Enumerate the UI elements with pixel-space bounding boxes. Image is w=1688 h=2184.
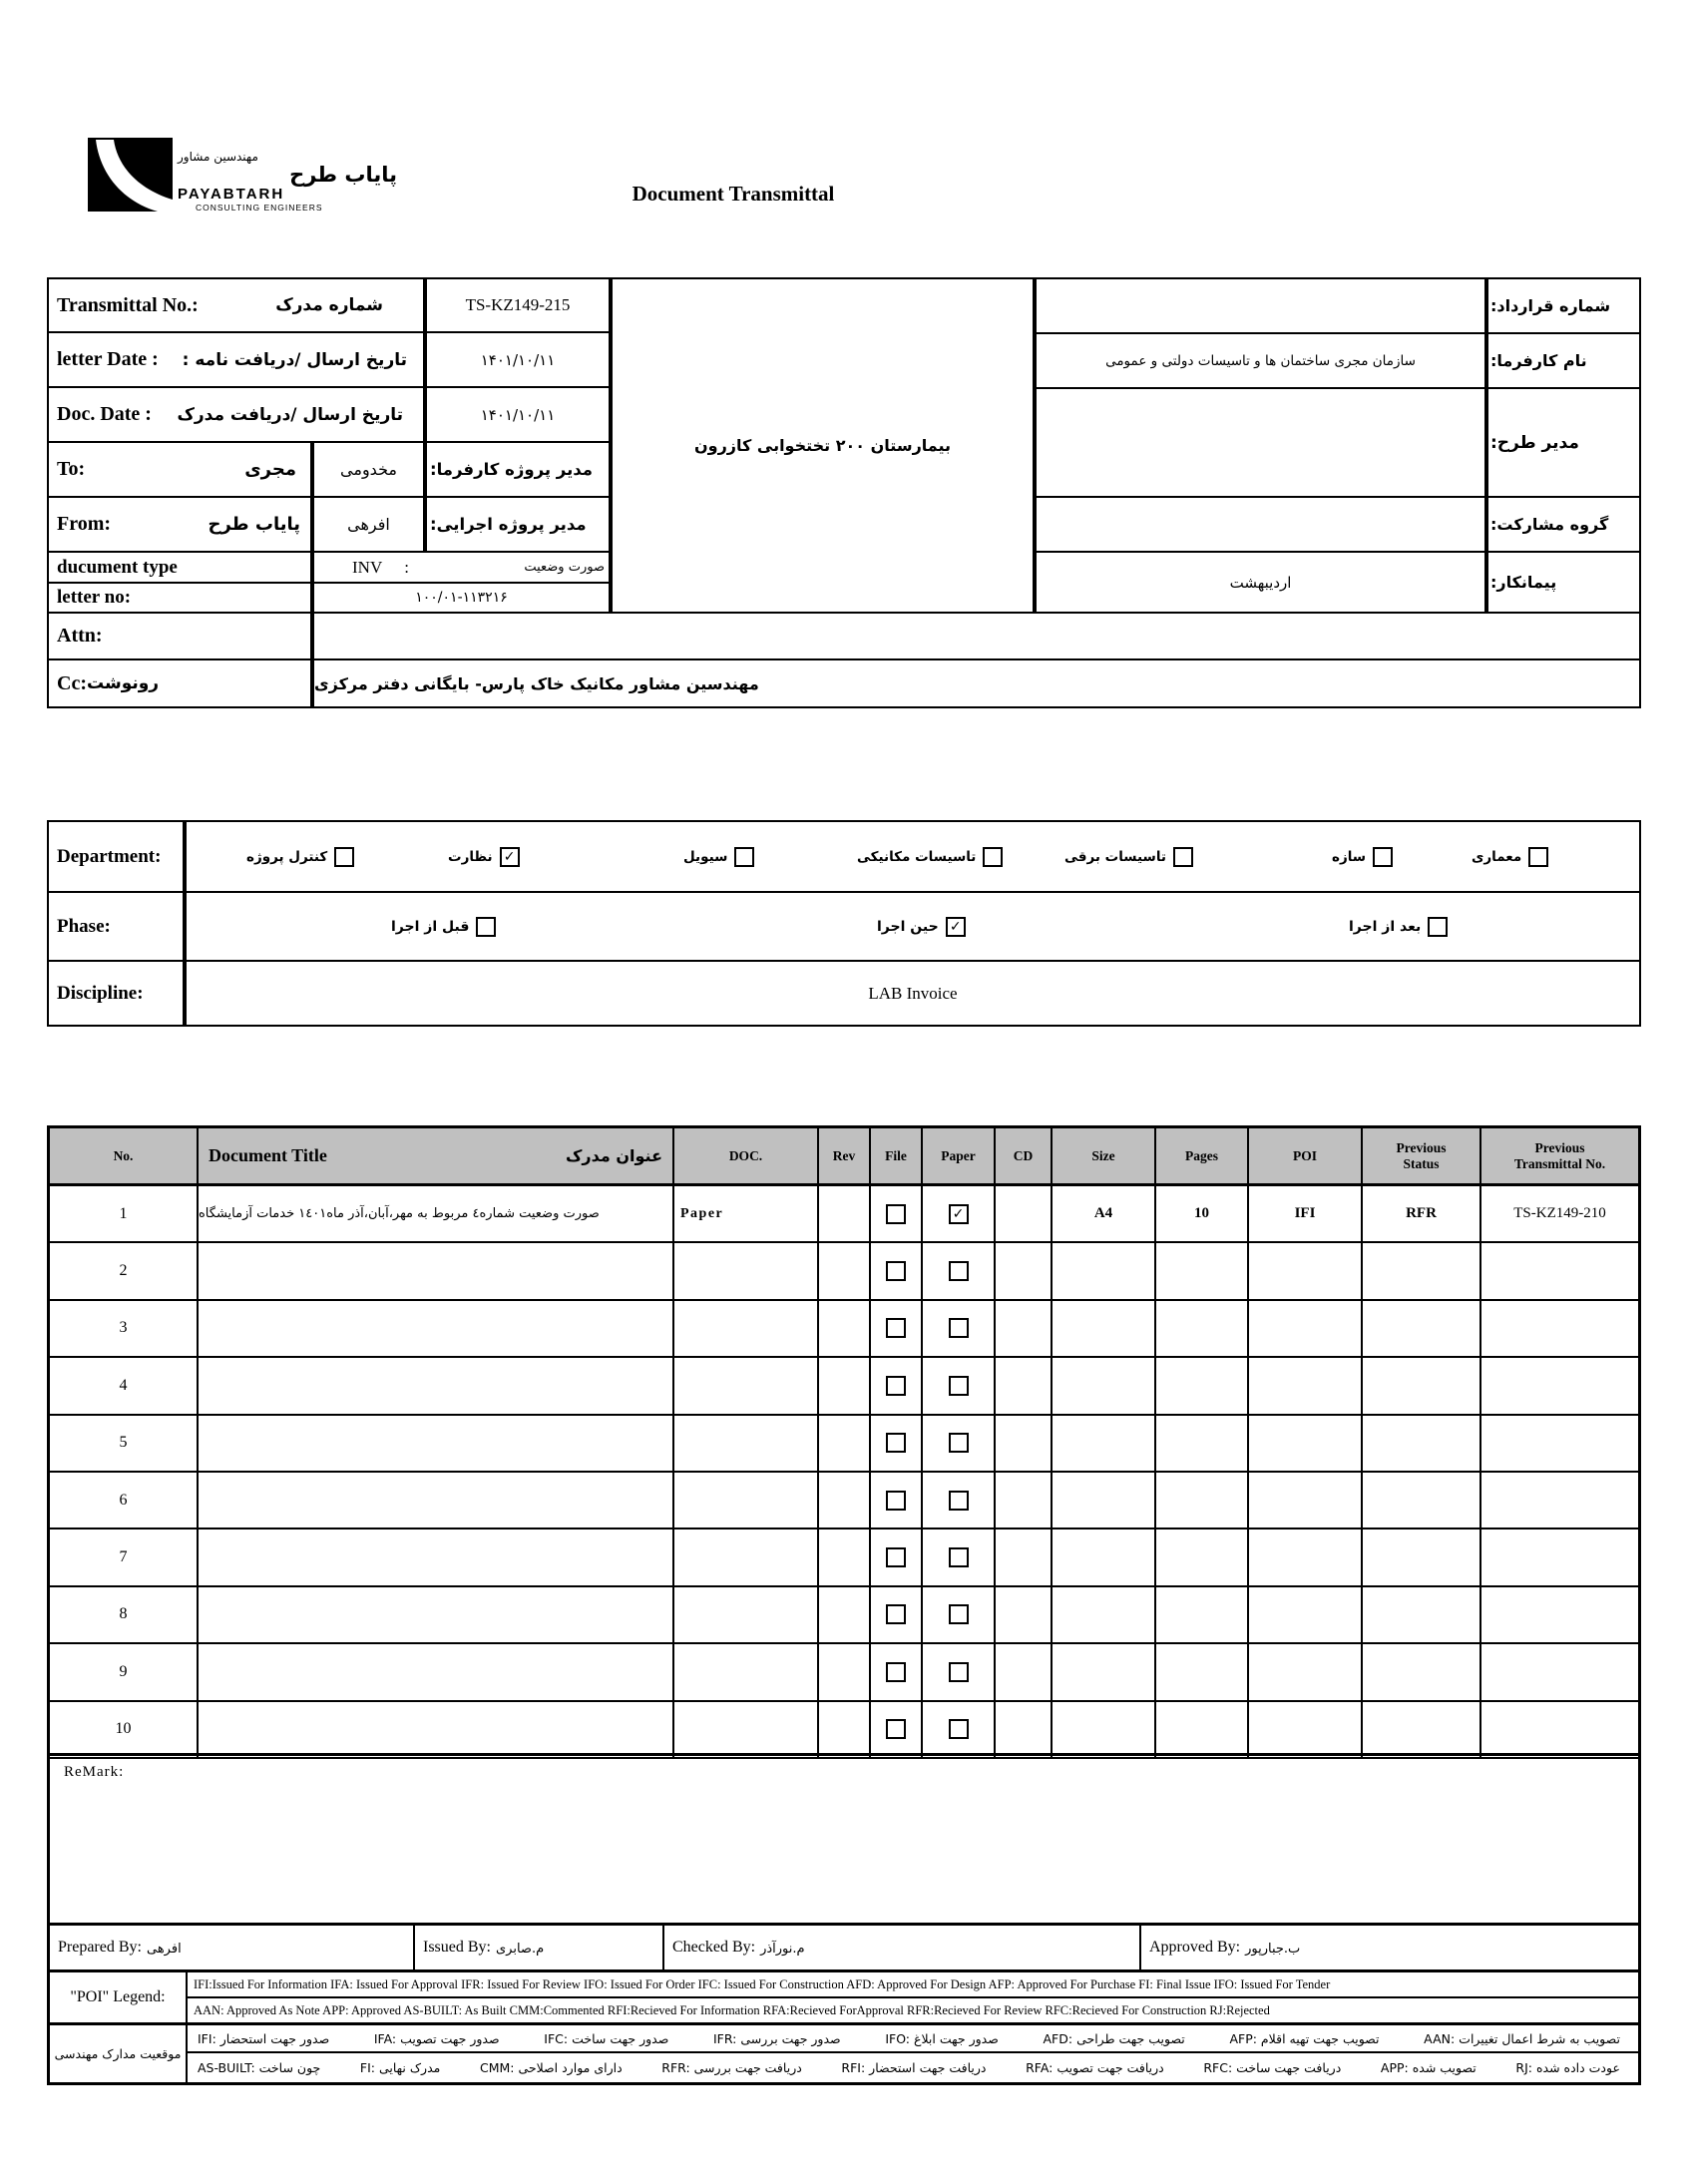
page-title: Document Transmittal xyxy=(632,182,835,206)
paper-checkbox-row2[interactable] xyxy=(949,1261,969,1281)
phase-checkbox-during[interactable] xyxy=(946,917,966,937)
row-no: 7 xyxy=(50,1529,199,1586)
letter-no-label: letter no: xyxy=(57,587,132,608)
paper-checkbox-row10[interactable] xyxy=(949,1719,969,1739)
transmittal-no-label-cell xyxy=(47,277,425,333)
col-header-size: Size xyxy=(1053,1128,1156,1186)
row-pages: 10 xyxy=(1156,1186,1249,1243)
phase-label: Phase: xyxy=(57,915,111,937)
design-manager-label: مدیر طرح: xyxy=(1486,387,1641,498)
issued-by-label: Issued By: xyxy=(423,1939,491,1956)
dept-item-civil: سیویل xyxy=(683,847,754,867)
paper-checkbox-row3[interactable] xyxy=(949,1318,969,1338)
to-middle-value: مخدومی xyxy=(312,441,425,498)
dept-item-electrical: تاسیسات برقی xyxy=(1064,847,1193,867)
letter-date-label-en: letter Date : xyxy=(57,348,159,370)
prepared-by-label: Prepared By: xyxy=(58,1939,142,1956)
col-header-cd: CD xyxy=(996,1128,1053,1186)
discipline-value: LAB Invoice xyxy=(185,960,1641,1027)
col-header-title: Document Title عنوان مدرک xyxy=(199,1128,674,1186)
contractor-label: پیمانکار: xyxy=(1486,551,1641,614)
col-header-prev-transmittal: Previous Transmittal No. xyxy=(1481,1128,1638,1186)
file-checkbox-row5[interactable] xyxy=(886,1433,906,1453)
dept-item-structure: سازه xyxy=(1332,847,1393,867)
document-type-colon: : xyxy=(404,557,409,577)
cc-label-en: Cc: xyxy=(57,671,87,694)
exec-pm-label: مدیر پروژه اجرایی: xyxy=(425,496,611,553)
doc-date-label-cell xyxy=(47,386,425,443)
phase-label-cell xyxy=(47,891,185,962)
legend-section xyxy=(47,1972,1641,2085)
from-middle-value: افرهی xyxy=(312,496,425,553)
paper-checkbox-row7[interactable] xyxy=(949,1547,969,1567)
row-size: A4 xyxy=(1053,1186,1156,1243)
from-label: From: xyxy=(57,513,112,535)
logo-fa-name: پایاب طرح xyxy=(289,163,397,187)
row-poi: IFI xyxy=(1249,1186,1363,1243)
paper-checkbox-row4[interactable] xyxy=(949,1376,969,1396)
discipline-label-cell xyxy=(47,960,185,1027)
file-checkbox-row8[interactable] xyxy=(886,1604,906,1624)
prepared-by-name: افرهی xyxy=(146,1942,182,1957)
row-title: صورت وضعیت شماره٤ مربوط به مهر،آبان،آذر ماه١٤٠١ خدمات آزمایشگاه xyxy=(199,1186,674,1243)
paper-checkbox-row8[interactable] xyxy=(949,1604,969,1624)
row-no: 1 xyxy=(50,1186,199,1243)
row-cd xyxy=(996,1186,1053,1243)
letter-no-value: ۱۰۰/۰۱-۱۱۳۲۱۶ xyxy=(312,582,611,614)
to-cell xyxy=(47,441,312,498)
document-type-value: INV xyxy=(352,557,383,577)
discipline-label: Discipline: xyxy=(57,982,144,1004)
design-manager-value xyxy=(1035,387,1486,498)
phase-checkbox-after[interactable] xyxy=(1428,917,1448,937)
dept-item-mechanical: تاسیسات مکانیکی xyxy=(857,847,1003,867)
row-paper xyxy=(923,1186,996,1243)
department-items-row xyxy=(185,820,1641,893)
col-header-doc: DOC. xyxy=(674,1128,819,1186)
row-rev xyxy=(819,1186,871,1243)
letter-date-label-cell xyxy=(47,331,425,388)
row-file xyxy=(871,1186,923,1243)
cc-label-cell xyxy=(47,658,312,708)
legend-fa-row2: AS-BUILT: چون ساخت FI: مدرک نهایی CMM: دارای موارد اصلاحی RFR: دریافت جهت بررسی RFI: دریافت جهت استحضار RFA: دریافت جهت تصویب RFC: دریافت جهت ساخت APP: تصویب شده RJ: عودت داده شده xyxy=(198,2060,1620,2075)
remark-box xyxy=(47,1756,1641,1926)
legend-label-column xyxy=(50,1972,188,2082)
file-checkbox-row7[interactable] xyxy=(886,1547,906,1567)
dept-checkbox-electrical[interactable] xyxy=(1173,847,1193,867)
file-checkbox-row3[interactable] xyxy=(886,1318,906,1338)
attn-label-cell xyxy=(47,612,312,660)
dept-item-supervision: نظارت ✓ xyxy=(448,847,520,867)
logo-en-sub: CONSULTING ENGINEERS xyxy=(196,203,323,213)
legend-en-row1: IFI:Issued For Information IFA: Issued For Approval IFR: Issued For Review IFO: Issued For Order IFC: Issued For Construction AFD: Approved For Design AFP: Approved For Purchase FI: Final Issue IFO: Issued For Tender xyxy=(188,1972,1638,1998)
contractor-value: اردیبهشت xyxy=(1035,551,1486,614)
row-prev-status: RFR xyxy=(1363,1186,1481,1243)
paper-checkbox-row1[interactable] xyxy=(949,1204,969,1224)
logo-text-block xyxy=(178,150,397,219)
file-checkbox-row6[interactable] xyxy=(886,1491,906,1511)
to-value-fa: مجری xyxy=(244,459,296,480)
cc-value: مهندسین مشاور مکانیک خاک پارس- بایگانی دفتر مرکزی xyxy=(312,658,1641,708)
row-no: 10 xyxy=(50,1702,199,1759)
signature-row xyxy=(47,1926,1641,1972)
approved-by-cell xyxy=(1141,1926,1638,1969)
document-table xyxy=(47,1125,1641,1756)
fa-legend-label: موقعیت مدارک مهندسی xyxy=(54,2046,182,2061)
attn-value-cell xyxy=(312,612,1641,660)
dept-checkbox-architecture[interactable] xyxy=(1528,847,1548,867)
phase-item-after: بعد از اجرا xyxy=(1349,917,1448,937)
dept-checkbox-structure[interactable] xyxy=(1373,847,1393,867)
paper-checkbox-row9[interactable] xyxy=(949,1662,969,1682)
col-header-paper: Paper xyxy=(923,1128,996,1186)
file-checkbox-row2[interactable] xyxy=(886,1261,906,1281)
row-no: 2 xyxy=(50,1243,199,1300)
remark-label: ReMark: xyxy=(64,1764,125,1780)
document-type-fa: صورت وضعیت xyxy=(524,560,605,575)
doc-date-label-en: Doc. Date : xyxy=(57,403,152,425)
issued-by-cell xyxy=(415,1926,664,1969)
transmittal-no-label-fa: شماره مدرک xyxy=(275,295,383,315)
file-checkbox-row9[interactable] xyxy=(886,1662,906,1682)
phase-checkbox-before[interactable] xyxy=(476,917,496,937)
transmittal-no-value: TS-KZ149-215 xyxy=(425,277,611,333)
row-no: 3 xyxy=(50,1301,199,1358)
attn-label: Attn: xyxy=(57,625,103,647)
document-type-value-cell xyxy=(312,551,611,584)
file-checkbox-row1[interactable] xyxy=(886,1204,906,1224)
client-name-label: نام کارفرما: xyxy=(1486,332,1641,389)
file-checkbox-row10[interactable] xyxy=(886,1719,906,1739)
letter-no-label-cell xyxy=(47,582,312,614)
issued-by-name: م.صابری xyxy=(496,1942,545,1957)
row-doc: Paper xyxy=(674,1186,819,1243)
dept-checkbox-project-control[interactable] xyxy=(334,847,354,867)
col-header-prev-status: Previous Status xyxy=(1363,1128,1481,1186)
department-label-cell xyxy=(47,820,185,893)
col-header-no: No. xyxy=(50,1128,199,1186)
dept-checkbox-supervision[interactable] xyxy=(500,847,520,867)
col-header-poi: POI xyxy=(1249,1128,1363,1186)
logo-swoosh-icon xyxy=(88,138,173,212)
row-no: 4 xyxy=(50,1358,199,1415)
phase-items-row xyxy=(185,891,1641,962)
partnership-label: گروه مشارکت: xyxy=(1486,496,1641,553)
legend-rows xyxy=(188,1972,1638,2082)
col-header-file: File xyxy=(871,1128,923,1186)
col-header-pages: Pages xyxy=(1156,1128,1249,1186)
approved-by-label: Approved By: xyxy=(1149,1939,1241,1956)
letter-date-label-fa: تاریخ ارسال /دریافت نامه : xyxy=(182,349,407,370)
doc-date-label-fa: تاریخ ارسال /دریافت مدرک xyxy=(177,404,403,425)
cc-label-fa: رونوشت xyxy=(86,673,160,693)
dept-item-architecture: معماری xyxy=(1472,847,1548,867)
department-label: Department: xyxy=(57,845,162,867)
doc-date-value: ۱۴۰۱/۱۰/۱۱ xyxy=(425,386,611,443)
legend-fa-row1: IFI: صدور جهت استحضار IFA: صدور جهت تصویب IFC: صدور جهت ساخت IFR: صدور جهت بررسی IFO: صدور جهت ابلاغ AFD: تصویب جهت طراحی AFP: تصویب جهت تهیه اقلام AAN: تصویب به شرط اعمال تغییرات xyxy=(188,2025,1638,2053)
dept-checkbox-civil[interactable] xyxy=(734,847,754,867)
row-no: 9 xyxy=(50,1644,199,1701)
partnership-value xyxy=(1035,496,1486,553)
to-label: To: xyxy=(57,458,86,480)
logo-fa-top: مهندسین مشاور xyxy=(178,150,258,164)
transmittal-no-label-en: Transmittal No.: xyxy=(57,293,199,316)
file-checkbox-row4[interactable] xyxy=(886,1376,906,1396)
col-header-rev: Rev xyxy=(819,1128,871,1186)
contract-no-label: شماره قرارداد: xyxy=(1486,277,1641,334)
row-no: 6 xyxy=(50,1473,199,1529)
project-name: بیمارستان ۲۰۰ تختخوابی کازرون xyxy=(611,277,1035,614)
from-cell xyxy=(47,496,312,553)
checked-by-label: Checked By: xyxy=(672,1939,756,1956)
row-no: 8 xyxy=(50,1587,199,1644)
contract-no-value xyxy=(1035,277,1486,334)
letter-date-value: ۱۴۰۱/۱۰/۱۱ xyxy=(425,331,611,388)
checked-by-name: م.نورآذر xyxy=(760,1942,805,1957)
poi-legend-label: "POI" Legend: xyxy=(50,1972,186,2025)
paper-checkbox-row6[interactable] xyxy=(949,1491,969,1511)
logo-en-name: PAYABTARH xyxy=(178,186,285,203)
from-value-fa: پایاب طرح xyxy=(208,514,300,535)
checked-by-cell xyxy=(664,1926,1141,1969)
phase-item-during: حین اجرا ✓ xyxy=(877,917,966,937)
row-prev-transmittal: TS-KZ149-210 xyxy=(1481,1186,1638,1243)
prepared-by-cell xyxy=(50,1926,415,1969)
client-name-value: سازمان مجری ساختمان ها و تاسیسات دولتی و عمومی xyxy=(1035,332,1486,389)
client-pm-label: مدیر پروژه کارفرما: xyxy=(425,441,611,498)
dept-checkbox-mechanical[interactable] xyxy=(983,847,1003,867)
paper-checkbox-row5[interactable] xyxy=(949,1433,969,1453)
document-type-label-cell xyxy=(47,551,312,584)
company-logo-icon xyxy=(88,138,173,212)
phase-item-before: قبل از اجرا xyxy=(391,917,496,937)
approved-by-name: ب.جبارپور xyxy=(1245,1942,1301,1957)
dept-item-project-control: کنترل پروژه xyxy=(246,847,354,867)
document-type-label: ducument type xyxy=(57,556,178,578)
legend-en-row2: AAN: Approved As Note APP: Approved AS-BUILT: As Built CMM:Commented RFI:Recieved For Information RFA:Recieved ForApproval RFR:Recieved For Review RFC:Recieved For Construction RJ:Rejected xyxy=(188,1998,1638,2025)
row-no: 5 xyxy=(50,1416,199,1473)
